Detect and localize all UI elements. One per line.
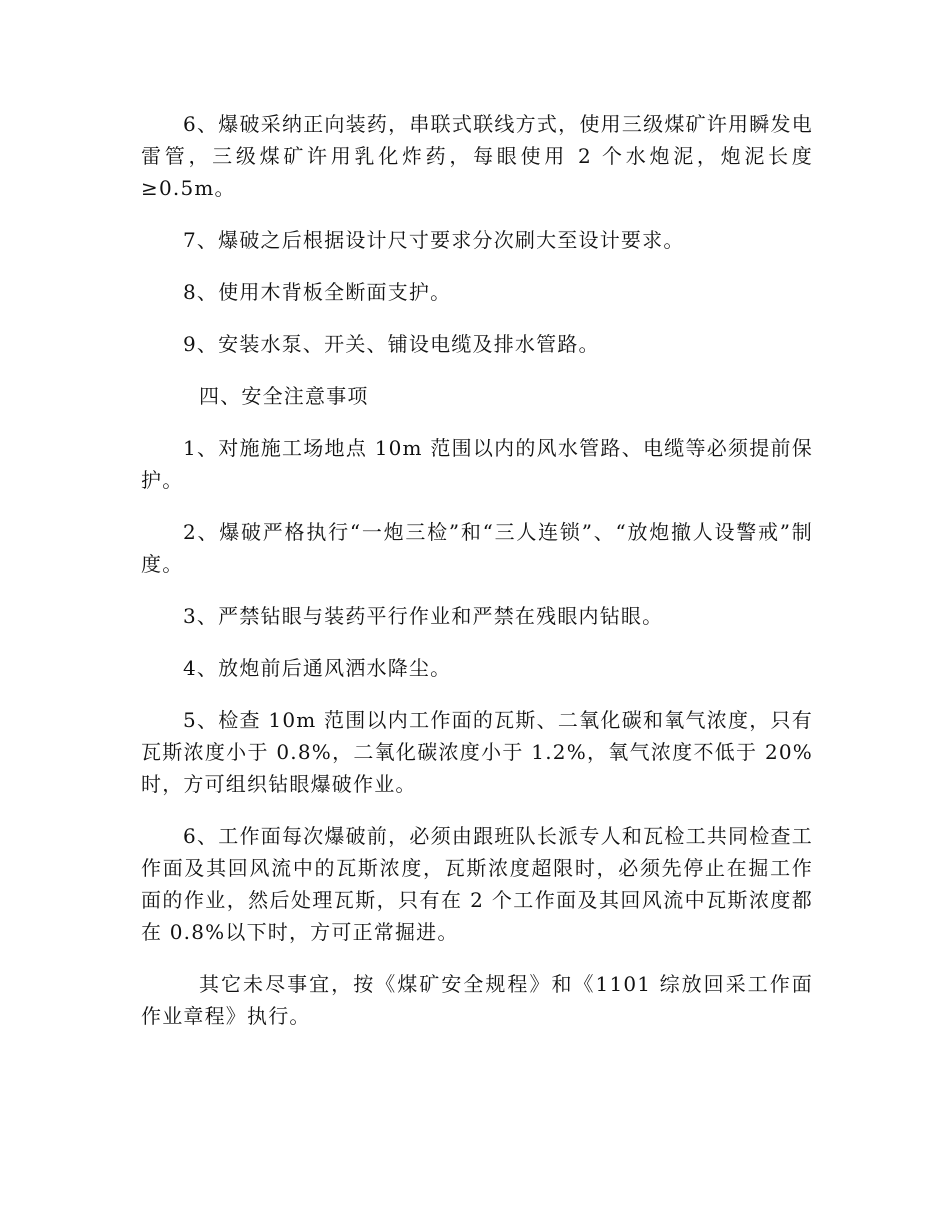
safety-item-5: 5、检查 10m 范围以内工作面的瓦斯、二氧化碳和氧气浓度，只有瓦斯浓度小于 0.8%，二氧化碳浓度小于 1.2%，氧气浓度不低于 20%时，方可组织钻眼爆破作业。 <box>141 708 813 796</box>
paragraph-8: 8、使用木背板全断面支护。 <box>183 280 452 304</box>
safety-item-2: 2、爆破严格执行“一炮三检”和“三人连锁”、“放炮撤人设警戒”制度。 <box>141 520 813 576</box>
paragraph-6: 6、爆破采纳正向装药，串联式联线方式，使用三级煤矿许用瞬发电雷管，三级煤矿许用乳化炸药，每眼使用 2 个水炮泥，炮泥长度≥0.5m。 <box>141 112 813 200</box>
safety-item-3: 3、严禁钻眼与装药平行作业和严禁在残眼内钻眼。 <box>183 604 664 628</box>
safety-item-6: 6、工作面每次爆破前，必须由跟班队长派专人和瓦检工共同检查工作面及其回风流中的瓦斯浓度，瓦斯浓度超限时，必须先停止在掘工作面的作业，然后处理瓦斯，只有在 2 个工作面及其回风流中瓦斯浓度都在 0.8%以下时，方可正常掘进。 <box>141 824 813 944</box>
section-heading: 四、安全注意事项 <box>199 384 369 408</box>
paragraph-9: 9、安装水泵、开关、铺设电缆及排水管路。 <box>183 332 600 356</box>
safety-item-1: 1、对施施工场地点 10m 范围以内的风水管路、电缆等必须提前保护。 <box>141 436 813 492</box>
document-body <box>141 108 813 1032</box>
closing-paragraph: 其它未尽事宜，按《煤矿安全规程》和《1101 综放回采工作面作业章程》执行。 <box>141 972 813 1028</box>
paragraph-7: 7、爆破之后根据设计尺寸要求分次刷大至设计要求。 <box>183 228 685 252</box>
safety-item-4: 4、放炮前后通风洒水降尘。 <box>183 656 452 680</box>
